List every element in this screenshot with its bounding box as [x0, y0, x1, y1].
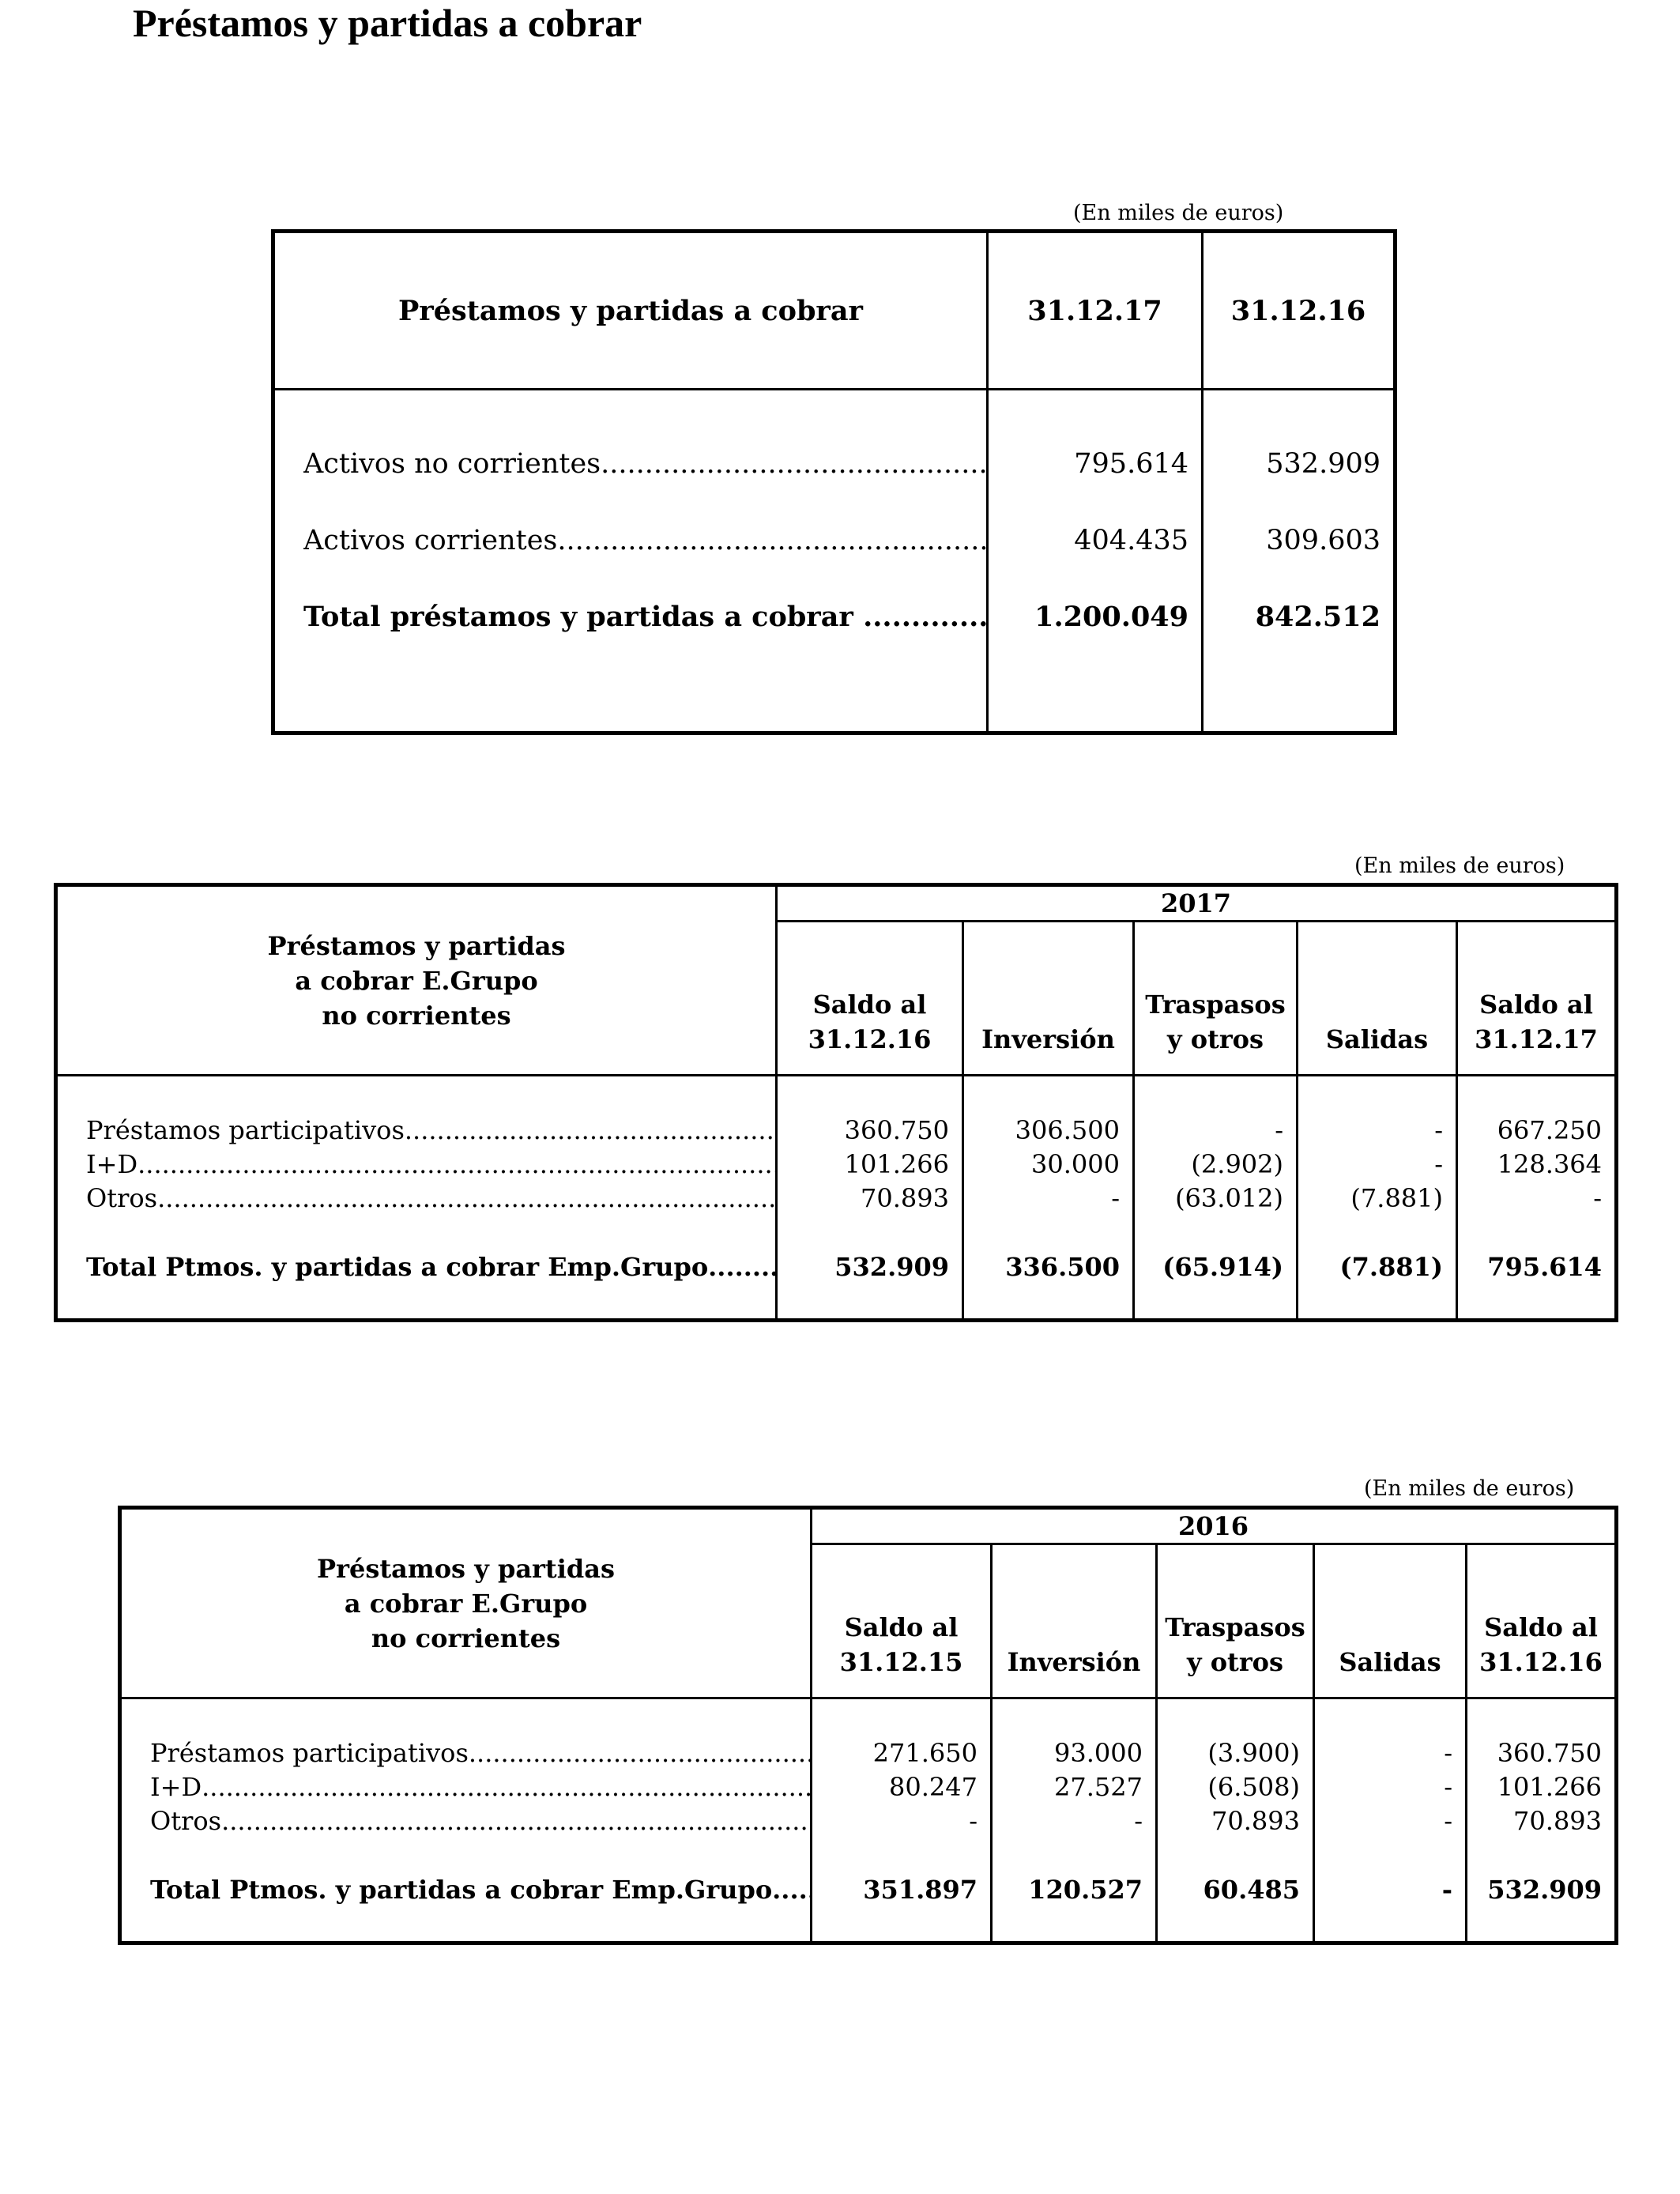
row-label: Préstamos participativos	[150, 1737, 469, 1768]
cell-value: 27.527	[992, 1770, 1157, 1804]
cell-value: (63.012)	[1134, 1181, 1298, 1215]
title-line: no corrientes	[371, 1623, 561, 1653]
cell-value: 360.750	[777, 1113, 963, 1147]
cell-value: 306.500	[963, 1113, 1134, 1147]
header-label: Préstamos y partidas a cobrar	[273, 232, 988, 390]
row-label: Activos no corrientes	[303, 447, 601, 480]
column-header: Saldo al 31.12.16	[1467, 1544, 1617, 1698]
column-header: Traspasos y otros	[1157, 1544, 1314, 1698]
row-label: I+D	[86, 1148, 138, 1179]
column-header: Inversión	[992, 1544, 1157, 1698]
row-label: Activos corrientes	[303, 524, 558, 556]
table-row	[120, 1736, 1617, 1770]
cell-value: -	[963, 1181, 1134, 1215]
column-header: Inversión	[963, 922, 1134, 1076]
cell-value: 101.266	[777, 1147, 963, 1181]
title-line: a cobrar E.Grupo	[295, 965, 538, 996]
title-line: Préstamos y partidas	[317, 1553, 615, 1584]
row-label: Otros	[86, 1182, 158, 1213]
unit-note: (En miles de euros)	[1073, 201, 1284, 225]
cell-value: -	[1314, 1804, 1467, 1838]
cell-value: 93.000	[992, 1736, 1157, 1770]
unit-note: (En miles de euros)	[1354, 854, 1565, 878]
total-value: 532.909	[1467, 1872, 1617, 1906]
year-header: 2016	[812, 1508, 1617, 1544]
total-label: Total Ptmos. y partidas a cobrar Emp.Grupo	[150, 1874, 773, 1905]
cell-value: -	[1314, 1770, 1467, 1804]
column-header: Saldo al 31.12.16	[777, 922, 963, 1076]
cell-value: 30.000	[963, 1147, 1134, 1181]
total-row	[56, 1250, 1617, 1284]
cell-value: (7.881)	[1298, 1181, 1457, 1215]
cell-value: 404.435	[988, 502, 1203, 579]
table-row	[273, 425, 1396, 502]
cell-value: (6.508)	[1157, 1770, 1314, 1804]
page-title: Préstamos y partidas a cobrar	[133, 1, 642, 45]
table-row	[56, 1113, 1617, 1147]
year-header: 2017	[777, 885, 1617, 922]
total-row	[120, 1872, 1617, 1906]
movements-table-2017	[54, 883, 1618, 1322]
cell-value: (3.900)	[1157, 1736, 1314, 1770]
total-value: 60.485	[1157, 1872, 1314, 1906]
total-value: 120.527	[992, 1872, 1157, 1906]
total-value: 842.512	[1203, 579, 1396, 655]
total-value: 336.500	[963, 1250, 1134, 1284]
total-value: 351.897	[812, 1872, 992, 1906]
row-label: Otros	[150, 1805, 222, 1836]
table-row	[120, 1804, 1617, 1838]
cell-value: 70.893	[777, 1181, 963, 1215]
title-line: no corrientes	[322, 1000, 511, 1031]
cell-value: 271.650	[812, 1736, 992, 1770]
summary-table	[271, 229, 1397, 735]
cell-value: 667.250	[1457, 1113, 1617, 1147]
header-col: 31.12.17	[988, 232, 1203, 390]
total-value: 1.200.049	[988, 579, 1203, 655]
cell-value: (2.902)	[1134, 1147, 1298, 1181]
cell-value: -	[1298, 1113, 1457, 1147]
table-row	[120, 1770, 1617, 1804]
cell-value: 128.364	[1457, 1147, 1617, 1181]
total-value: 795.614	[1457, 1250, 1617, 1284]
total-label: Total Ptmos. y partidas a cobrar Emp.Grupo	[86, 1251, 709, 1282]
unit-note: (En miles de euros)	[1364, 1476, 1575, 1501]
cell-value: -	[1134, 1113, 1298, 1147]
column-header: Saldo al 31.12.17	[1457, 922, 1617, 1076]
table-row	[273, 502, 1396, 579]
cell-value: -	[1314, 1736, 1467, 1770]
total-value: -	[1314, 1872, 1467, 1906]
title-line: a cobrar E.Grupo	[344, 1588, 588, 1619]
column-header: Traspasos y otros	[1134, 922, 1298, 1076]
cell-value: -	[1457, 1181, 1617, 1215]
cell-value: 795.614	[988, 425, 1203, 502]
movements-table-2016	[118, 1506, 1618, 1945]
cell-value: 80.247	[812, 1770, 992, 1804]
cell-value: -	[812, 1804, 992, 1838]
cell-value: 309.603	[1203, 502, 1396, 579]
table-row	[56, 1147, 1617, 1181]
cell-value: 532.909	[1203, 425, 1396, 502]
row-label: Préstamos participativos	[86, 1114, 405, 1145]
table-title	[56, 885, 777, 1076]
title-line: Préstamos y partidas	[267, 930, 566, 961]
header-col: 31.12.16	[1203, 232, 1396, 390]
cell-value: -	[1298, 1147, 1457, 1181]
total-value: (65.914)	[1134, 1250, 1298, 1284]
table-title	[120, 1508, 812, 1698]
cell-value: 360.750	[1467, 1736, 1617, 1770]
cell-value: 70.893	[1467, 1804, 1617, 1838]
total-label: Total préstamos y partidas a cobrar	[303, 601, 853, 633]
total-value: 532.909	[777, 1250, 963, 1284]
cell-value: 101.266	[1467, 1770, 1617, 1804]
total-value: (7.881)	[1298, 1250, 1457, 1284]
row-label: I+D	[150, 1771, 202, 1802]
column-header: Salidas	[1298, 922, 1457, 1076]
table-row	[56, 1181, 1617, 1215]
column-header: Salidas	[1314, 1544, 1467, 1698]
total-row	[273, 579, 1396, 655]
column-header: Saldo al 31.12.15	[812, 1544, 992, 1698]
cell-value: 70.893	[1157, 1804, 1314, 1838]
cell-value: -	[992, 1804, 1157, 1838]
